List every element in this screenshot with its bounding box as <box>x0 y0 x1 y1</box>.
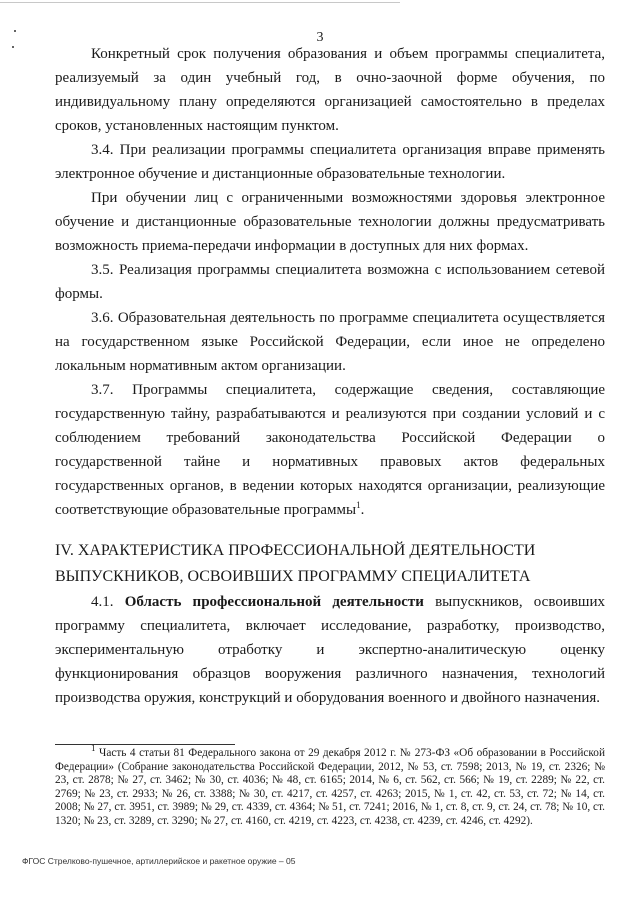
paragraph: Конкретный срок получения образования и объем программы специалитета, реализуемый за один учебный год, в очно-заочной форме обучения, по индивидуальному плану определяются организацией самостоятельно в пределах сроков, установленных настоящим пунктом. <box>55 46 605 134</box>
paragraph: 3.5. Реализация программы специалитета возможна с использованием сетевой формы. <box>55 262 605 302</box>
paragraph: При обучении лиц с ограниченными возможностями здоровья электронное обучение и дистанционные образовательные технологии должны предусматривать возможность приема-передачи информации в доступных для них формах. <box>55 190 605 254</box>
document-body <box>55 42 605 710</box>
page-number: 3 <box>316 30 324 45</box>
footnote <box>55 743 605 828</box>
bold-term: Область профессиональной деятельности <box>124 594 424 610</box>
paragraph <box>55 590 605 710</box>
paragraph-number: 4.1. <box>91 594 125 610</box>
paragraph: 3.6. Образовательная деятельность по программе специалитета осуществляется на государственном языке Российской Федерации, если иное не определено локальным нормативным актом организации. <box>55 310 605 374</box>
footnote-separator <box>55 744 235 745</box>
page-footer: ФГОС Стрелково-пушечное, артиллерийское и ракетное оружие – 05 <box>22 856 296 866</box>
footnote-mark: 1 <box>91 743 96 754</box>
section-heading-line: ВЫПУСКНИКОВ, ОСВОИВШИХ ПРОГРАММУ СПЕЦИАЛИТЕТА <box>55 568 531 585</box>
scan-top-rule <box>0 2 400 3</box>
footnote-reference[interactable]: 1 <box>356 500 361 510</box>
paragraph-text: 3.7. Программы специалитета, содержащие сведения, составляющие государственную тайну, разрабатываются и реализуются при создании условий и с соблюдением требований законодательства Российской Федерации о государственной тайне и нормативных правовых актов федеральных государственных органов, в ведении которых находятся организации, реализующие соответствующие образовательные программы <box>55 382 605 518</box>
paragraph: 3.4. При реализации программы специалитета организация вправе применять электронное обучение и дистанционные образовательные технологии. <box>55 142 605 182</box>
scan-speck <box>12 46 14 48</box>
section-heading <box>55 538 605 590</box>
footnote-text: Часть 4 статьи 81 Федерального закона от 29 декабря 2012 г. № 273-ФЗ «Об образовании в Российской Федерации» (Собрание законодательства Российской Федерации, 2012, № 53, ст. 7598; 2013, № 19, ст. 2326; № 23, ст. 2878; № 27, ст. 3462; № 30, ст. 4036; № 48, ст. 6165; 2014, № 6, ст. 562, ст. 566; № 19, ст. 2289; № 22, ст. 2769; № 23, ст. 2933; № 26, ст. 3388; № 30, ст. 4217, ст. 4257, ст. 4263; 2015, № 1, ст. 42, ст. 53, ст. 72; № 14, ст. 2008; № 27, ст. 3951, ст. 3989; № 29, ст. 4339, ст. 4364; № 51, ст. 7241; 2016, № 1, ст. 8, ст. 9, ст. 24, ст. 78; № 10, ст. 1320; № 23, ст. 3289, ст. 3290; № 27, ст. 4160, ст. 4219, ст. 4223, ст. 4238, ст. 4239, ст. 4246, ст. 4292). <box>55 747 605 827</box>
paragraph <box>55 378 605 522</box>
paragraph-text: выпускников, освоивших программу специалитета, включает исследование, разработку, производство, экспериментальную отработку и экспертно-аналитическую оценку функционирования образцов вооружения различного назначения, технологий производства оружия, конструкций и оборудования военного и двойного назначения. <box>55 594 606 706</box>
section-heading-line: IV. ХАРАКТЕРИСТИКА ПРОФЕССИОНАЛЬНОЙ ДЕЯТЕЛЬНОСТИ <box>55 542 536 559</box>
paragraph-end: . <box>360 502 365 518</box>
